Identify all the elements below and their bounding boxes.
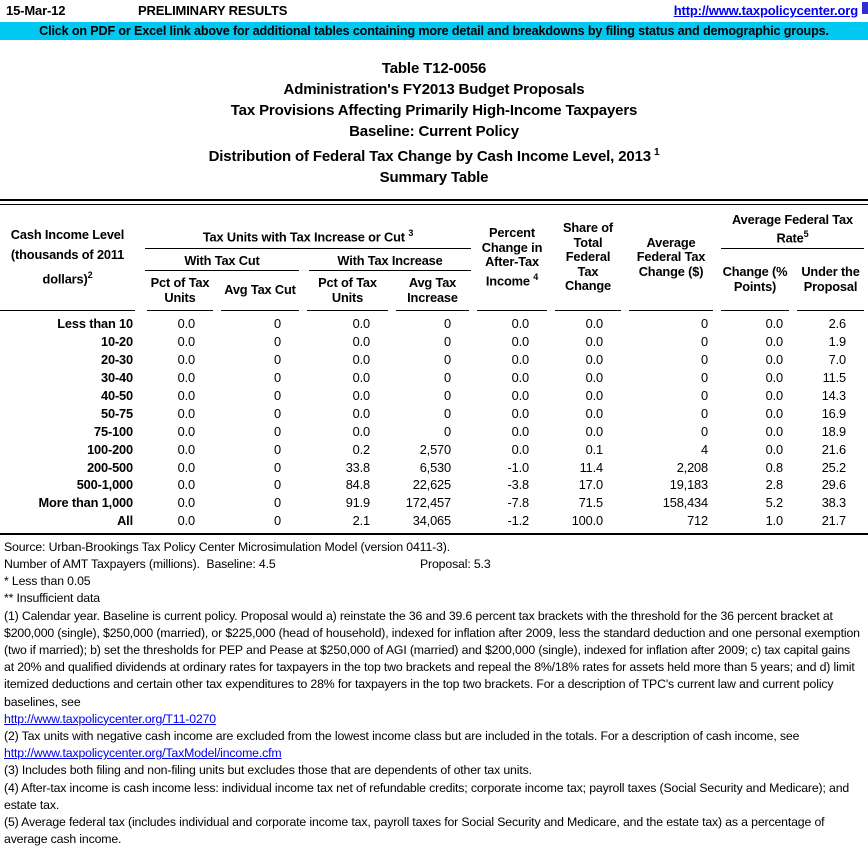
cell-value: 0 xyxy=(274,423,281,439)
row-label-income-level: 40-50 xyxy=(101,388,133,403)
cell-value: 0.0 xyxy=(177,316,195,332)
cell-value: 0.0 xyxy=(177,441,195,457)
group-header-average-federal-tax-rate: Average Federal Tax Rate$^5$ xyxy=(721,205,864,249)
cell-value: 29.6 xyxy=(821,477,846,493)
cell-value: 0.0 xyxy=(511,423,529,439)
cell-value: 5.2 xyxy=(765,495,783,511)
col-header-avg-tax-cut: Avg Tax Cut xyxy=(221,271,299,311)
cell-value: 0 xyxy=(444,316,451,332)
cell-value: 0.0 xyxy=(352,423,370,439)
cell-value: 0.0 xyxy=(511,441,529,457)
cell-value: 0.0 xyxy=(585,423,603,439)
footnote-ref-2: 2 xyxy=(87,270,93,281)
cell-value: 0.0 xyxy=(765,334,783,350)
footnote-less-than: * Less than 0.05 xyxy=(4,574,91,589)
cell-value: 6,530 xyxy=(419,459,451,475)
cell-value: 2,208 xyxy=(676,459,708,475)
table-number: Table T12-0056 xyxy=(381,60,487,77)
table-row xyxy=(0,333,868,351)
cell-value: 0.0 xyxy=(352,316,370,332)
taxpolicycenter-home-link[interactable]: http://www.taxpolicycenter.org xyxy=(673,3,858,18)
cell-value: 0.0 xyxy=(585,334,603,350)
footnote-ref-1: 1 xyxy=(653,147,660,158)
cell-value: 33.8 xyxy=(345,459,370,475)
group-header-tax-units-increase-or-cut: Tax Units with Tax Increase or Cut $^3$ xyxy=(145,205,471,249)
table-header xyxy=(0,205,868,311)
cell-value: 0.0 xyxy=(177,370,195,386)
cell-value: 38.3 xyxy=(821,495,846,511)
cell-value: 0.0 xyxy=(765,423,783,439)
cell-value: 0.0 xyxy=(177,423,195,439)
row-label-income-level: Less than 10 xyxy=(57,316,133,332)
footnote-ref-3: 3 xyxy=(408,228,414,239)
amt-baseline-value: Number of AMT Taxpayers (millions). Baseline: 4.5 xyxy=(4,556,276,571)
row-label-income-level: 10-20 xyxy=(101,334,133,350)
cell-value: 0 xyxy=(701,423,708,439)
footnote-ref-5: 5 xyxy=(803,229,809,240)
cell-value: 0.0 xyxy=(765,370,783,386)
cell-value: 0.0 xyxy=(511,388,529,403)
group-header-with-tax-cut: With Tax Cut xyxy=(145,249,299,271)
cell-value: 0.0 xyxy=(177,352,195,368)
cell-value: 0 xyxy=(274,316,281,332)
cell-value: 0 xyxy=(274,513,281,529)
cell-value: 4 xyxy=(701,441,708,457)
row-label-income-level: More than 1,000 xyxy=(38,495,133,511)
table-row xyxy=(0,369,868,387)
cell-value: 0.0 xyxy=(177,513,195,529)
cell-value: 1.9 xyxy=(828,334,846,350)
corner-marker xyxy=(862,2,868,14)
footnote-3: (3) Includes both filing and non-filing units but excludes those that are dependents of other tax units. xyxy=(4,763,532,778)
cell-value: 172,457 xyxy=(405,495,451,511)
col-header-pct-change-after-tax-income: Percent Change in After-Tax Income $^4$ xyxy=(477,205,547,311)
cell-value: 11.4 xyxy=(579,459,603,475)
cell-value: 0.0 xyxy=(765,405,783,421)
cell-value: 0 xyxy=(444,370,451,386)
cell-value: 0 xyxy=(274,388,281,403)
title-tax-provisions: Tax Provisions Affecting Primarily High-Income Taxpayers xyxy=(230,102,638,119)
cell-value: 0 xyxy=(701,334,708,350)
cell-value: 712 xyxy=(687,513,708,529)
cell-value: -1.2 xyxy=(507,513,529,529)
cell-value: 0 xyxy=(444,388,451,403)
cell-value: 0.0 xyxy=(765,316,783,332)
cell-value: -1.0 xyxy=(507,459,529,475)
cell-value: 0.0 xyxy=(585,405,603,421)
table-row xyxy=(0,387,868,405)
cell-value: 34,065 xyxy=(412,513,451,529)
cell-value: 0.8 xyxy=(765,459,783,475)
col-header-under-the-proposal: Under the Proposal xyxy=(797,249,864,311)
col-header-pct-tax-units-cut: Pct of Tax Units xyxy=(147,271,213,311)
title-summary-table: Summary Table xyxy=(379,169,489,186)
footnote-link-t11-0270[interactable]: http://www.taxpolicycenter.org/T11-0270 xyxy=(4,711,216,726)
cell-value: 0.0 xyxy=(177,477,195,493)
group-header-with-tax-increase: With Tax Increase xyxy=(309,249,471,271)
footnote-link-income-cfm[interactable]: http://www.taxpolicycenter.org/TaxModel/income.cfm xyxy=(4,746,282,761)
amt-taxpayers-line xyxy=(4,556,862,573)
cell-value: 0 xyxy=(701,370,708,386)
row-label-income-level: 500-1,000 xyxy=(76,477,133,493)
table-row xyxy=(0,458,868,476)
cell-value: 0.0 xyxy=(511,370,529,386)
cell-value: 0 xyxy=(701,352,708,368)
cell-value: 0.0 xyxy=(352,334,370,350)
footnotes xyxy=(0,539,868,848)
cell-value: 0 xyxy=(274,495,281,511)
report-date: 15-Mar-12 xyxy=(6,3,66,18)
col-header-cash-income-level: Cash Income Level (thousands of 2011 dollars)$^2$ xyxy=(0,205,135,311)
banner xyxy=(0,22,868,40)
cell-value: 21.6 xyxy=(821,441,846,457)
cell-value: 0.2 xyxy=(352,441,370,457)
cell-value: 0 xyxy=(444,352,451,368)
table-row xyxy=(0,494,868,512)
footnote-2: (2) Tax units with negative cash income are excluded from the lowest income class but are included in the totals. For a description of cash income, see xyxy=(4,728,800,743)
col-header-share-total-federal-tax-change: Share of Total Federal Tax Change xyxy=(555,205,621,311)
cell-value: 0.0 xyxy=(511,352,529,368)
cell-value: 158,434 xyxy=(662,495,708,511)
cell-value: 0.0 xyxy=(177,334,195,350)
banner-text: Click on PDF or Excel link above for additional tables containing more detail and breakdowns by filing status and demographic groups. xyxy=(39,24,829,38)
cell-value: 11.5 xyxy=(822,370,846,386)
cell-value: -3.8 xyxy=(507,477,529,493)
cell-value: 0 xyxy=(444,405,451,421)
cell-value: 91.9 xyxy=(345,495,370,511)
footnote-ref-4: 4 xyxy=(533,271,539,282)
table-row xyxy=(0,476,868,494)
col-header-avg-tax-increase: Avg Tax Increase xyxy=(396,271,469,311)
col-header-average-federal-tax-change: Average Federal Tax Change ($) xyxy=(629,205,713,311)
cell-value: 0.0 xyxy=(352,370,370,386)
cell-value: 0 xyxy=(274,405,281,421)
row-label-income-level: 50-75 xyxy=(101,405,133,421)
table-bottom-rule xyxy=(0,533,868,535)
cell-value: 2.6 xyxy=(828,316,846,332)
cell-value: 0 xyxy=(444,334,451,350)
row-label-income-level: 200-500 xyxy=(87,459,133,475)
cell-value: 7.0 xyxy=(828,352,846,368)
row-label-income-level: 75-100 xyxy=(94,423,133,439)
col-header-pct-tax-units-increase: Pct of Tax Units xyxy=(307,271,388,311)
topbar xyxy=(0,0,868,22)
cell-value: 0 xyxy=(701,388,708,403)
cell-value: 25.2 xyxy=(821,459,846,475)
cell-value: 0.0 xyxy=(177,459,195,475)
row-label-income-level: 20-30 xyxy=(101,352,133,368)
cell-value: 14.3 xyxy=(821,388,846,403)
cell-value: 22,625 xyxy=(412,477,451,493)
cell-value: 0.0 xyxy=(585,352,603,368)
cell-value: 2.1 xyxy=(352,513,370,529)
table-row xyxy=(0,351,868,369)
cell-value: 0.0 xyxy=(352,405,370,421)
footnote-4: (4) After-tax income is cash income less: individual income tax net of refundable credits; corporate income tax; payroll taxes (Social Security and Medicare); and estate tax. xyxy=(4,780,850,812)
cell-value: 0 xyxy=(274,477,281,493)
cell-value: 0.0 xyxy=(352,352,370,368)
table-row xyxy=(0,422,868,440)
cell-value: 0.0 xyxy=(177,405,195,421)
cell-value: 0.0 xyxy=(585,316,603,332)
table-body xyxy=(0,315,868,530)
cell-value: 0.0 xyxy=(177,495,195,511)
cell-value: 0 xyxy=(274,352,281,368)
footnote-1: (1) Calendar year. Baseline is current policy. Proposal would a) reinstate the 36 and 39.6 percent tax brackets with the threshold for the 36 percent bracket at $200,000 (single), $250,000 (married), or $225,000 (head of household), indexed for inflation after 2009, less the standard deduction and one personal exemption (two if married); b) set the thresholds for PEP and Pease at $250,000 of AGI (married) and $200,000 (single), indexed for inflation after 2009; c) tax capital gains at 20% and qualified dividends at ordinary rates for taxpayers in the top two brackets and repeal the 8%/18% rates for assets held more than 5 years; and d) limit itemized deductions and certain other tax expenditures to 28% for taxpayers in the top two brackets. For a description of TPC's current law and current policy baselines, see xyxy=(4,608,860,709)
cell-value: 100.0 xyxy=(571,513,603,529)
title-budget-proposals: Administration's FY2013 Budget Proposals xyxy=(283,81,585,98)
cell-value: 0.0 xyxy=(177,388,195,403)
footnote-insufficient-data: ** Insufficient data xyxy=(4,591,100,606)
table-row xyxy=(0,440,868,458)
preliminary-results-label: PRELIMINARY RESULTS xyxy=(138,3,288,18)
row-label-income-level: All xyxy=(117,513,133,529)
footnote-5: (5) Average federal tax (includes individual and corporate income tax, payroll taxes for Social Security and Medicare, and the estate tax) as a percentage of average cash income. xyxy=(4,814,825,847)
cell-value: 84.8 xyxy=(345,477,370,493)
cell-value: 0 xyxy=(274,334,281,350)
cell-value: 0.0 xyxy=(765,388,783,403)
cell-value: 0.0 xyxy=(352,388,370,403)
cell-value: 0.1 xyxy=(585,441,603,457)
source-line: Source: Urban-Brookings Tax Policy Center Microsimulation Model (version 0411-3). xyxy=(4,539,450,554)
table-row xyxy=(0,315,868,333)
cell-value: -7.8 xyxy=(507,495,529,511)
cell-value: 16.9 xyxy=(821,405,846,421)
cell-value: 17.0 xyxy=(578,477,603,493)
row-label-income-level: 30-40 xyxy=(101,370,133,386)
cell-value: 0.0 xyxy=(511,334,529,350)
cell-value: 0.0 xyxy=(765,352,783,368)
cell-value: 0.0 xyxy=(511,316,529,332)
cell-value: 2,570 xyxy=(419,441,451,457)
table-row xyxy=(0,512,868,530)
cell-value: 1.0 xyxy=(765,513,783,529)
cell-value: 0 xyxy=(701,405,708,421)
cell-value: 21.7 xyxy=(821,513,846,529)
title-distribution: Distribution of Federal Tax Change by Cash Income Level, 2013 $^1$ xyxy=(208,147,660,165)
amt-proposal-value: Proposal: 5.3 xyxy=(420,556,491,571)
title-baseline: Baseline: Current Policy xyxy=(349,123,519,140)
cell-value: 0.0 xyxy=(765,441,783,457)
row-label-income-level: 100-200 xyxy=(87,441,133,457)
title-block xyxy=(0,58,868,188)
cell-value: 0.0 xyxy=(585,370,603,386)
cell-value: 19,183 xyxy=(669,477,708,493)
col-header-change-pct-points: Change (% Points) xyxy=(721,249,789,311)
cell-value: 0 xyxy=(274,459,281,475)
cell-value: 0 xyxy=(701,316,708,332)
cell-value: 18.9 xyxy=(821,423,846,439)
cell-value: 71.5 xyxy=(578,495,603,511)
cell-value: 0.0 xyxy=(585,388,603,403)
cell-value: 0.0 xyxy=(511,405,529,421)
cell-value: 0 xyxy=(274,441,281,457)
cell-value: 0 xyxy=(274,370,281,386)
table-row xyxy=(0,404,868,422)
cell-value: 2.8 xyxy=(765,477,783,493)
cell-value: 0 xyxy=(444,423,451,439)
